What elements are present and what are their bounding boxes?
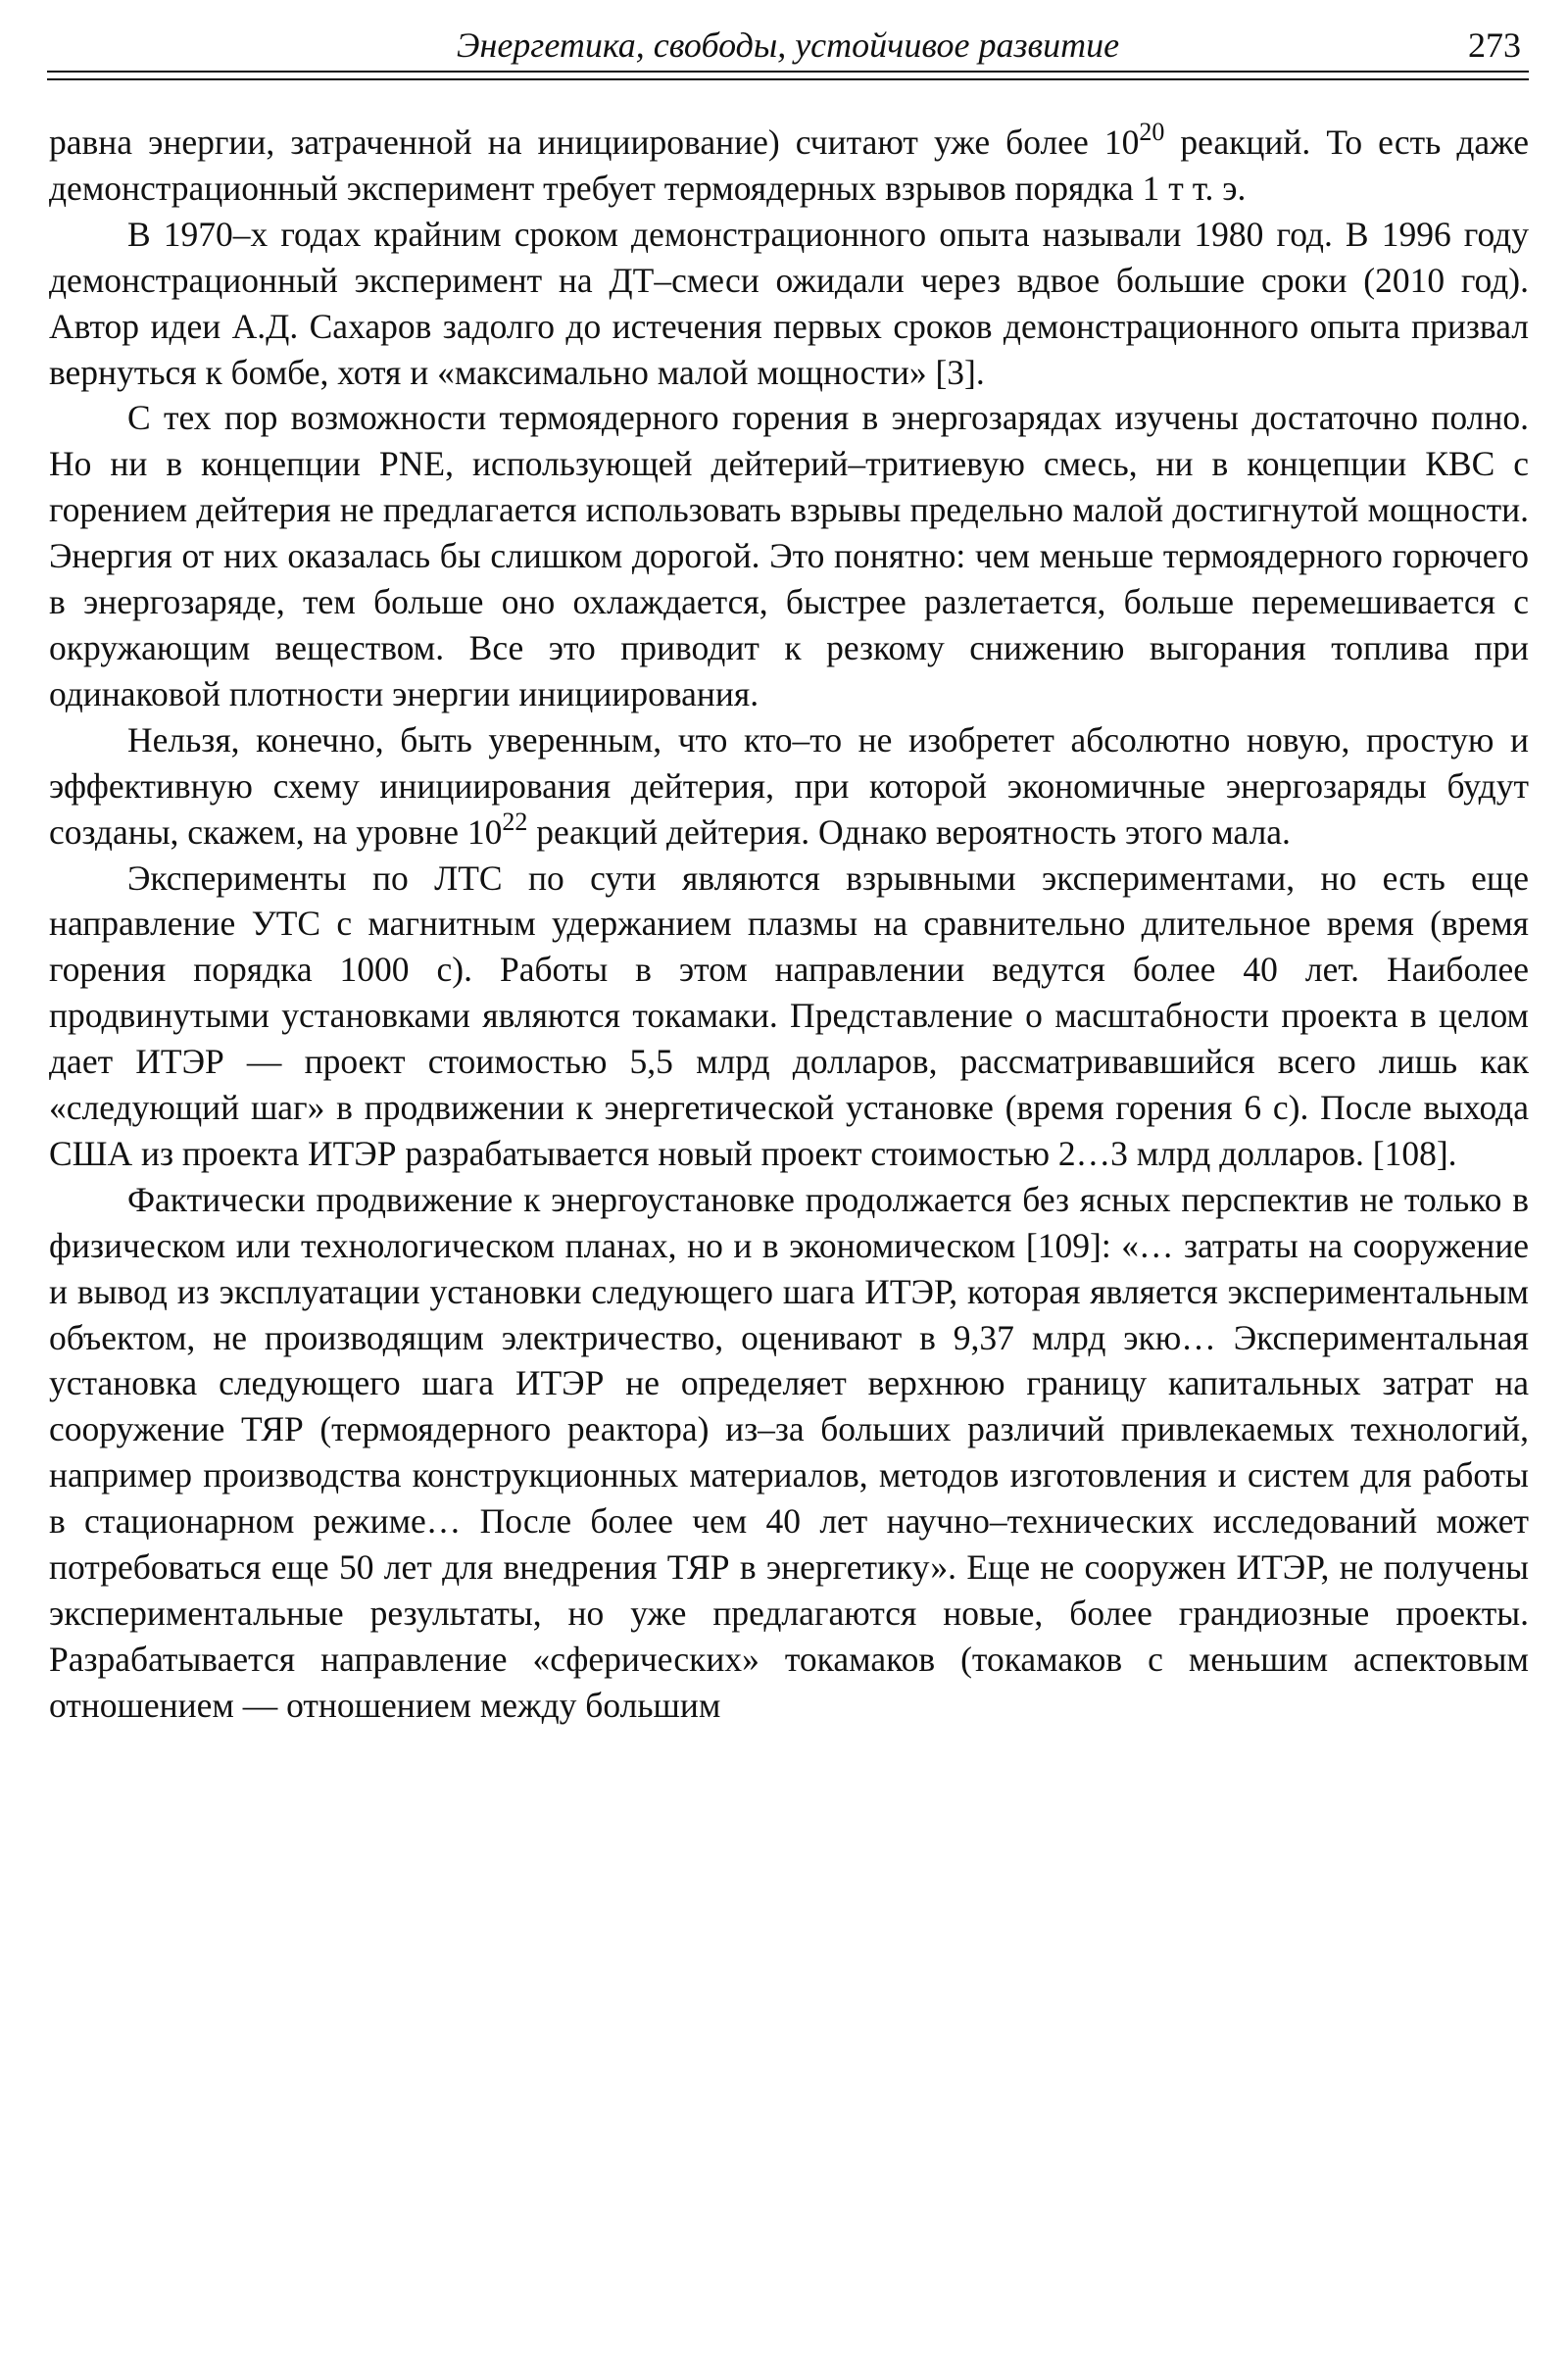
running-title: Энергетика, свободы, устойчивое развитие (456, 25, 1120, 65)
paragraph-2: В 1970–х годах крайним сроком демонстрационного опыта называли 1980 год. В 1996 году демонстрационный эксперимент на ДТ–смеси ожидали через вдвое большие сроки (2010 год). Автор идеи А.Д. Сахаров задолго до истечения первых сроков демонстрационного опыта призвал вернуться к бомбе, хотя и «максимально малой мощности» [3]. (49, 214, 1529, 392)
paragraph-3: С тех пор возможности термоядерного горения в энергозарядах изучены достаточно полно. Но ни в концепции PNE, использующей дейтерий–тритиевую смесь, ни в концепции КВС с горением дейтерия не предлагается использовать взрывы предельно малой достигнутой мощности. Энергия от них оказалась бы слишком дорогой. Это понятно: чем меньше термоядерного горючего в энергозаряде, тем больше оно охлаждается, быстрее разлетается, больше перемешивается с окружающим веществом. Все это приводит к резкому снижению выгорания топлива при одинаковой плотности энергии инициирования. (49, 398, 1529, 713)
header-rule-top (47, 71, 1529, 73)
superscript-exponent: 20 (1139, 118, 1165, 146)
running-head (47, 22, 1529, 69)
paragraph-5: Эксперименты по ЛТС по сути являются взрывными экспериментами, но есть еще направление УТС с магнитным удержанием плазмы на сравнительно длительное время (время горения порядка 1000 с). Работы в этом направлении ведутся более 40 лет. Наиболее продвинутыми установками являются токамаки. Представление о масштабности проекта в целом дает ИТЭР — проект стоимостью 5,5 млрд долларов, рассматривавшийся всего лишь как «следующий шаг» в продвижении к энергетической установке (время горения 6 с). После выхода США из проекта ИТЭР разрабатывается новый проект стоимостью 2…3 млрд долларов. [108]. (49, 858, 1529, 1173)
paragraph-1-continued (49, 120, 1529, 212)
paragraph-text: Нельзя, конечно, быть уверенным, что кто–то не изобретет абсолютно новую, простую и эффективную схему инициирования дейтерия, при которой экономичные энергозаряды будут созданы, скажем, на уровне 10 (49, 719, 1529, 852)
paragraph-text: реакций. То есть даже демонстрационный эксперимент требует термоядерных взрывов порядка 1 т т. э. (49, 123, 1529, 208)
header-rule-bottom (47, 78, 1529, 80)
body-text (49, 120, 1529, 1729)
paragraph-text: реакций дейтерия. Однако вероятность этого мала. (527, 811, 1291, 852)
paragraph-4 (49, 717, 1529, 856)
paragraph-6: Фактически продвижение к энергоустановке продолжается без ясных перспектив не только в физическом или технологическом планах, но и в экономическом [109]: «… затраты на сооружение и вывод из эксплуатации установки следующего шага ИТЭР, которая является экспериментальным объектом, не производящим электричество, оценивают в 9,37 млрд экю… Экспериментальная установка следующего шага ИТЭР не определяет верхнюю границу капитальных затрат на сооружение ТЯР (термоядерного реактора) из–за больших различий привлекаемых технологий, например производства конструкционных материалов, методов изготовления и систем для работы в стационарном режиме… После более чем 40 лет научно–технических исследований может потребоваться еще 50 лет для внедрения ТЯР в энергетику». Еще не сооружен ИТЭР, не получены экспериментальные результаты, но уже предлагаются новые, более грандиозные проекты. Разрабатывается направление «сферических» токамаков (токамаков с меньшим аспектовым отношением — отношением между большим (49, 1179, 1529, 1725)
paragraph-text: равна энергии, затраченной на инициирование) считают уже более 10 (49, 123, 1140, 162)
page-number: 273 (1468, 25, 1521, 65)
superscript-exponent: 22 (502, 807, 528, 836)
